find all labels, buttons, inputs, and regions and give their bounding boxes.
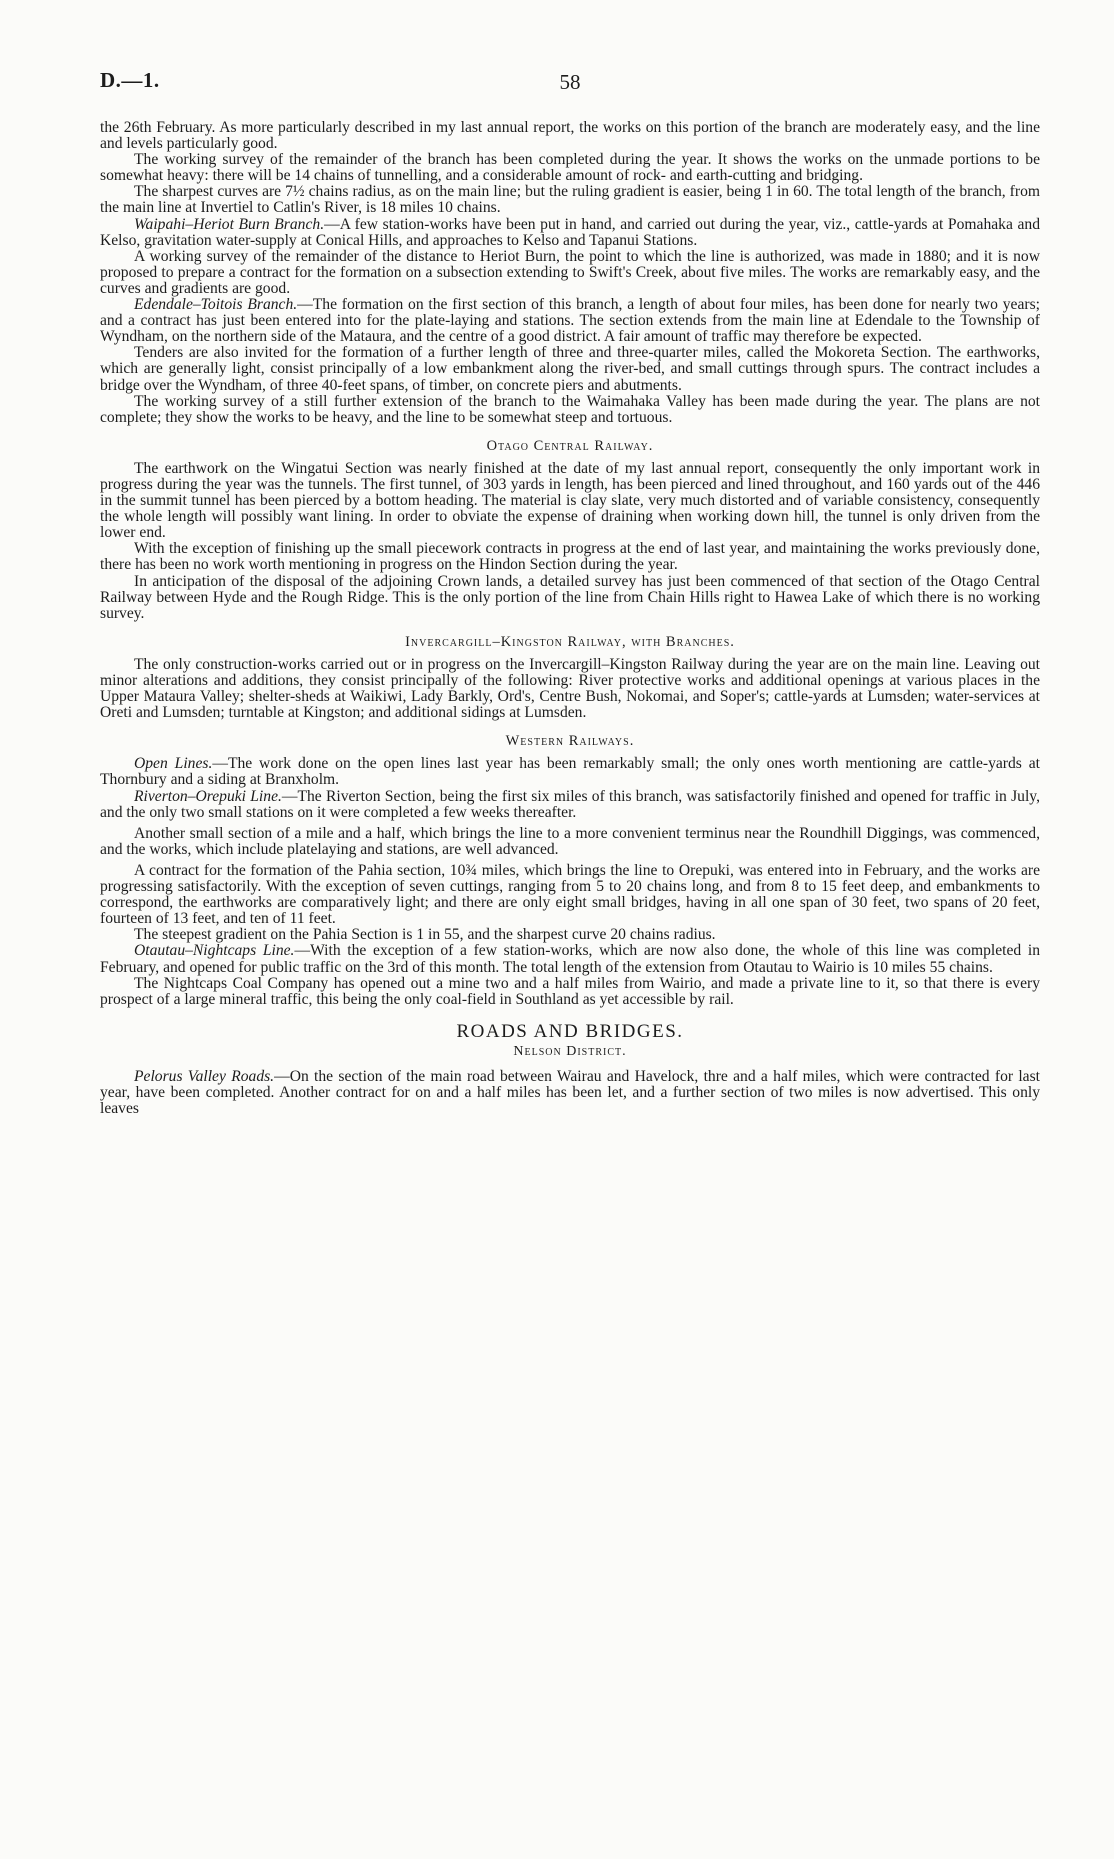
paragraph	[100, 863, 1040, 927]
paragraph	[100, 826, 1040, 858]
section-heading: Western Railways.	[505, 733, 635, 750]
major-heading: ROADS AND BRIDGES.	[456, 1020, 684, 1042]
paragraph-text: The working survey of a still further extension of the branch to the Waimahaka Valley has been made during the year. The plans are not complete; they show the works to be heavy, and the line to be somewhat steep and tortuous.	[100, 392, 1040, 426]
paragraph-text: the 26th February. As more particularly described in my last annual report, the works on this portion of the branch are moderately easy, and the line and levels particularly good.	[100, 119, 1040, 153]
paragraph-lead-title: Open Lines.	[134, 755, 213, 773]
paragraph	[100, 249, 1040, 297]
paragraph-text: The only construction-works carried out or in progress on the Invercargill–Kingston Railway during the year are on the main line. Leaving out minor alterations and additions, they consist principally of the following: River protective works and additional openings at various places in the Upper Mataura Valley; shelter-sheds at Waikiwi, Lady Barkly, Ord's, Centre Bush, Nokomai, and Soper's; cattle-yards at Lumsden; water-services at Oreti and Lumsden; turntable at Kingston; and additional sidings at Lumsden.	[100, 655, 1040, 722]
paragraph	[100, 943, 1040, 975]
paragraph-lead-title: Riverton–Orepuki Line.	[134, 787, 282, 805]
paragraph-text: —A few station-works have been put in hand, and carried out during the year, viz., cattle-yards at Pomahaka and Kelso, gravitation water-supply at Conical Hills, and approaches to Kelso and Tapanui Stations.	[100, 215, 1040, 249]
section-heading: Invercargill–Kingston Railway, with Branches.	[405, 633, 735, 650]
paragraph	[100, 297, 1040, 345]
paragraph	[100, 461, 1040, 541]
paragraph-text: Tenders are also invited for the formation of a further length of three and three-quarter miles, called the Mokoreta Section. The earthworks, which are generally light, consist principally of a low embankment along the river-bed, and small cuttings through spurs. The contract includes a bridge over the Wyndham, of three 40-feet spans, of timber, on concrete piers and abutments.	[100, 344, 1040, 394]
paragraph-text: In anticipation of the disposal of the adjoining Crown lands, a detailed survey has just been commenced of that section of the Otago Central Railway between Hyde and the Rough Ridge. This is the only portion of the line from Chain Hills right to Hawea Lake of which there is no working survey.	[100, 572, 1040, 622]
paragraph	[100, 927, 1040, 943]
paragraph-text: A working survey of the remainder of the distance to Heriot Burn, the point to which the line is authorized, was made in 1880; and it is now proposed to prepare a contract for the formation on a subsection extending to Swift's Creek, about five miles. The works are remarkably easy, and the curves and gradients are good.	[100, 247, 1040, 297]
paragraph-lead-title: Otautau–Nightcaps Line.	[134, 942, 295, 960]
paragraph-text: A contract for the formation of the Pahia section, 10¾ miles, which brings the line to Orepuki, was entered into in February, and the works are progressing satisfactorily. With the exception of seven cuttings, ranging from 5 to 20 chains long, and from 8 to 15 feet deep, and embankments to correspond, the earthworks are comparatively light; and there are only eight small bridges, having in all one span of 30 feet, two spans of 20 feet, fourteen of 13 feet, and ten of 11 feet.	[100, 861, 1040, 928]
paragraph-text: The earthwork on the Wingatui Section was nearly finished at the date of my last annual report, consequently the only important work in progress during the year was the tunnels. The first tunnel, of 303 yards in length, has been pierced and lined throughout, and 160 yards out of the 446 in the summit tunnel has been pierced by a bottom heading. The material is clay slate, very much distorted and of variable consistency, consequently the whole length will possibly want lining. In order to obviate the expense of draining when working down hill, the tunnel is only driven from the lower end.	[100, 459, 1040, 542]
page-number: 58	[559, 70, 581, 94]
paragraph-text: With the exception of finishing up the small piecework contracts in progress at the end of last year, and maintaining the works previously done, there has been no work worth mentioning in progress on the Hindon Section during the year.	[100, 540, 1040, 574]
paragraph	[100, 394, 1040, 426]
paragraph	[100, 789, 1040, 821]
paragraph	[100, 657, 1040, 721]
section-heading: Otago Central Railway.	[486, 437, 654, 454]
paragraph	[100, 120, 1040, 152]
paragraph	[100, 217, 1040, 249]
paragraph	[100, 1069, 1040, 1117]
paragraph-lead-title: Waipahi–Heriot Burn Branch.	[134, 215, 325, 233]
paragraph-text: —The formation on the first section of this branch, a length of about four miles, has been done for nearly two years; and a contract has just been entered into for the plate-laying and stations. The section extends from the main line at Edendale to the Township of Wyndham, on the northern side of the Mataura, and the centre of a good district. A fair amount of traffic may therefore be expected.	[100, 296, 1040, 346]
paragraph-text: The steepest gradient on the Pahia Section is 1 in 55, and the sharpest curve 20 chains radius.	[134, 926, 716, 944]
page-header	[100, 68, 1040, 96]
paragraph-text: The working survey of the remainder of the branch has been completed during the year. It shows the works on the unmade portions to be somewhat heavy: there will be 14 chains of tunnelling, and a considerable amount of rock- and earth-cutting and bridging.	[100, 151, 1040, 185]
paragraph	[100, 541, 1040, 573]
paragraph-text: Another small section of a mile and a half, which brings the line to a more convenient terminus near the Roundhill Diggings, was commenced, and the works, which include platelaying and stations, are well advanced.	[100, 824, 1040, 858]
paragraph	[100, 976, 1040, 1008]
paragraph-lead-title: Pelorus Valley Roads.	[134, 1067, 275, 1085]
document-body	[100, 120, 1040, 1117]
paragraph	[100, 184, 1040, 216]
paragraph	[100, 756, 1040, 788]
paragraph-text: —On the section of the main road between Wairau and Havelock, thre and a half miles, which were contracted for last year, have been completed. Another contract for on and a half miles has been let, and a further section of two miles is now advertised. This only leaves	[100, 1067, 1041, 1118]
paragraph-text: The sharpest curves are 7½ chains radius, as on the main line; but the ruling gradient is easier, being 1 in 60. The total length of the branch, from the main line at Invertiel to Catlin's River, is 18 miles 10 chains.	[100, 183, 1040, 217]
paragraph-text: —With the exception of a few station-works, which are now also done, the whole of this line was completed in February, and opened for public traffic on the 3rd of this month. The total length of the extension from Otautau to Wairio is 10 miles 55 chains.	[100, 942, 1040, 976]
document-reference: D.—1.	[100, 68, 160, 92]
paragraph	[100, 574, 1040, 622]
district-heading: Nelson District.	[513, 1043, 627, 1059]
paragraph	[100, 152, 1040, 184]
paragraph-text: The Nightcaps Coal Company has opened out a mine two and a half miles from Wairio, and made a private line to it, so that there is every prospect of a large mineral traffic, this being the only coal-field in Southland as yet accessible by rail.	[100, 974, 1040, 1008]
paragraph	[100, 345, 1040, 393]
paragraph-text: —The work done on the open lines last year has been remarkably small; the only ones worth mentioning are cattle-yards at Thornbury and a siding at Branxholm.	[100, 755, 1040, 789]
paragraph-text: —The Riverton Section, being the first six miles of this branch, was satisfactorily finished and opened for traffic in July, and the only two small stations on it were completed a few weeks thereafter.	[100, 787, 1040, 821]
paragraph-lead-title: Edendale–Toitois Branch.	[134, 296, 298, 314]
